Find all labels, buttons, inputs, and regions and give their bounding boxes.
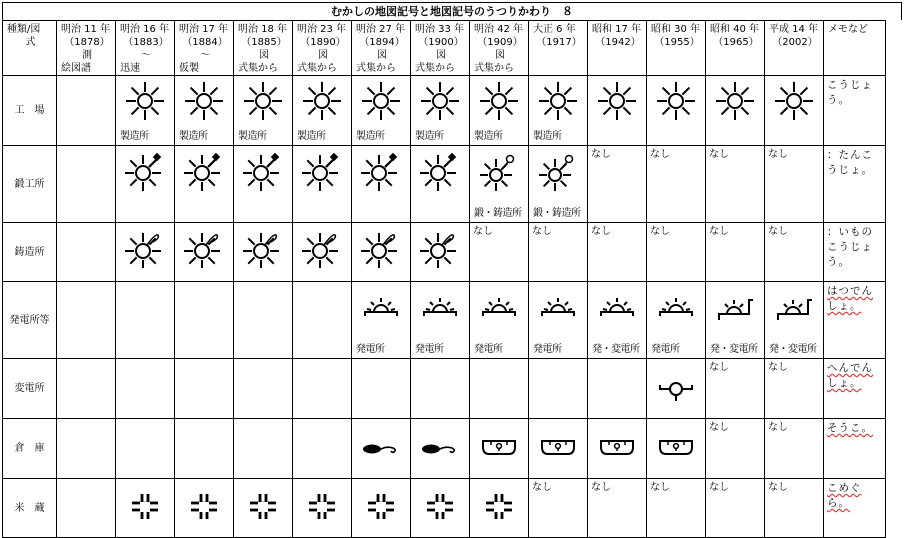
memo-text: はつでんしょ。	[827, 285, 873, 312]
column-header-line: 明治 42 年	[474, 24, 524, 35]
symbol-cell	[57, 419, 116, 479]
symbol-cell	[470, 76, 529, 146]
symbol-cell	[588, 419, 647, 479]
row-label: 米 蔵	[3, 479, 57, 538]
column-header-line: 大正 6 年	[533, 24, 576, 35]
symbol-cell	[765, 223, 824, 282]
power-new-map-symbol-icon	[715, 290, 755, 330]
factory-map-symbol-icon	[597, 81, 637, 121]
power-new-map-symbol-icon	[774, 290, 814, 330]
column-header	[116, 21, 175, 76]
symbol-caption: 発電所	[474, 344, 503, 355]
symbol-cell	[234, 419, 293, 479]
none-label: なし	[650, 482, 670, 493]
symbol-cell	[529, 223, 588, 282]
symbol-caption: 発・変電所	[769, 344, 817, 355]
column-header	[234, 21, 293, 76]
column-header	[3, 21, 57, 76]
substation-map-symbol-icon	[656, 367, 696, 407]
symbol-cell	[529, 76, 588, 146]
symbol-row	[3, 419, 886, 479]
factory-map-symbol-icon	[361, 81, 401, 121]
symbol-cell	[352, 223, 411, 282]
symbol-cell	[293, 146, 352, 223]
warehouse-map-symbol-icon	[538, 427, 578, 467]
symbol-cell	[57, 146, 116, 223]
symbol-cell	[57, 223, 116, 282]
symbol-cell	[293, 479, 352, 538]
symbol-cell	[588, 479, 647, 538]
symbol-caption: 鍛・鋳造所	[533, 208, 581, 219]
symbol-cell	[647, 359, 706, 419]
symbol-row	[3, 223, 886, 282]
none-label: なし	[768, 422, 788, 433]
symbol-cell	[116, 419, 175, 479]
foundry-map-symbol-icon	[361, 228, 401, 268]
symbol-cell	[647, 419, 706, 479]
symbol-cell	[57, 479, 116, 538]
column-header-line: 式集から	[238, 63, 278, 74]
symbol-cell	[765, 76, 824, 146]
rice-map-symbol-icon	[479, 486, 519, 526]
column-header-line: 明治 18 年	[238, 24, 288, 35]
column-header-line: （1884）～	[182, 37, 228, 61]
column-header-line: 昭和 17 年	[592, 24, 642, 35]
column-header-line: 明治 23 年	[297, 24, 347, 35]
symbol-cell	[765, 479, 824, 538]
symbol-cell	[293, 282, 352, 359]
column-header-line: （1965）	[713, 37, 759, 48]
symbol-cell	[706, 146, 765, 223]
symbol-cell	[293, 223, 352, 282]
column-header-line: （1942）	[595, 37, 641, 48]
symbol-cell	[234, 479, 293, 538]
symbol-cell	[588, 359, 647, 419]
column-header	[470, 21, 529, 76]
symbol-cell	[411, 419, 470, 479]
foundry-map-symbol-icon	[243, 228, 283, 268]
symbol-cell	[411, 359, 470, 419]
none-label: なし	[768, 482, 788, 493]
symbol-caption: 製造所	[179, 131, 208, 142]
warehouse-map-symbol-icon	[597, 427, 637, 467]
factory-map-symbol-icon	[774, 81, 814, 121]
none-label: なし	[591, 226, 611, 237]
symbol-cell	[706, 479, 765, 538]
symbol-cell	[57, 282, 116, 359]
symbol-cell	[175, 223, 234, 282]
symbol-caption: 発・変電所	[710, 344, 758, 355]
foundry-loop-map-symbol-icon	[479, 151, 519, 191]
column-header-line: （1955）	[654, 37, 700, 48]
column-header-line: （2002）	[772, 37, 818, 48]
symbol-row	[3, 282, 886, 359]
column-header-line: （1878）測	[64, 37, 110, 61]
column-header-line: 絵図譜	[61, 63, 91, 74]
symbol-cell	[647, 223, 706, 282]
column-header	[352, 21, 411, 76]
memo-text: へんでんしょ。	[827, 362, 873, 389]
symbol-cell	[529, 146, 588, 223]
warehouse-map-symbol-icon	[656, 427, 696, 467]
column-header	[293, 21, 352, 76]
symbol-cell	[175, 359, 234, 419]
column-header-line: （1885）図	[241, 37, 287, 61]
symbol-caption: 製造所	[356, 131, 385, 142]
column-header	[588, 21, 647, 76]
symbol-cell	[647, 282, 706, 359]
header-row	[3, 21, 886, 76]
none-label: なし	[709, 149, 729, 160]
symbol-cell	[588, 282, 647, 359]
column-header-line: （1917）	[536, 37, 582, 48]
column-header-line: （1909）図	[477, 37, 523, 61]
symbol-cell	[588, 76, 647, 146]
factory-map-symbol-icon	[538, 81, 578, 121]
forge-map-symbol-icon	[361, 151, 401, 191]
row-label: 鋳造所	[3, 223, 57, 282]
column-header-line: 明治 27 年	[356, 24, 406, 35]
factory-map-symbol-icon	[125, 81, 165, 121]
column-header	[647, 21, 706, 76]
symbol-row	[3, 146, 886, 223]
rice-map-symbol-icon	[243, 486, 283, 526]
memo-text: そうこ。	[827, 422, 873, 434]
row-label: 鍛工所	[3, 146, 57, 223]
symbol-cell	[588, 146, 647, 223]
none-label: なし	[473, 226, 493, 237]
symbol-cell	[57, 359, 116, 419]
symbol-caption: 発電所	[651, 344, 680, 355]
column-header-line: 平成 14 年	[769, 24, 819, 35]
column-header-line: 明治 17 年	[179, 24, 229, 35]
symbol-caption: 製造所	[415, 131, 444, 142]
forge-map-symbol-icon	[420, 151, 460, 191]
forge-map-symbol-icon	[243, 151, 283, 191]
symbol-cell	[57, 76, 116, 146]
column-header-line: 明治 33 年	[415, 24, 465, 35]
none-label: なし	[591, 482, 611, 493]
symbol-cell	[116, 76, 175, 146]
symbol-cell	[765, 282, 824, 359]
symbol-row	[3, 76, 886, 146]
symbol-cell	[116, 479, 175, 538]
row-label: 変電所	[3, 359, 57, 419]
rice-map-symbol-icon	[302, 486, 342, 526]
rice-map-symbol-icon	[184, 486, 224, 526]
none-label: なし	[709, 422, 729, 433]
memo-cell	[824, 359, 886, 419]
memo-text: こうじょう。	[827, 79, 873, 106]
column-header-line: メモなど	[828, 24, 868, 35]
column-header-line: （1894）図	[359, 37, 405, 61]
symbol-caption: 発・変電所	[592, 344, 640, 355]
column-header	[765, 21, 824, 76]
symbol-cell	[116, 146, 175, 223]
column-header-line: 式集から	[474, 63, 514, 74]
symbol-caption: 製造所	[238, 131, 267, 142]
foundry-loop-map-symbol-icon	[538, 151, 578, 191]
none-label: なし	[532, 226, 552, 237]
none-label: なし	[768, 226, 788, 237]
memo-cell	[824, 146, 886, 223]
forge-map-symbol-icon	[184, 151, 224, 191]
symbol-cell	[411, 282, 470, 359]
power-map-symbol-icon	[597, 290, 637, 330]
column-header-line: 仮製	[179, 63, 199, 74]
factory-map-symbol-icon	[420, 81, 460, 121]
warehouse-map-symbol-icon	[479, 427, 519, 467]
symbol-cell	[647, 76, 706, 146]
none-label: なし	[768, 362, 788, 373]
row-label: 倉 庫	[3, 419, 57, 479]
column-header-line: （1900）図	[418, 37, 464, 61]
symbol-caption: 発電所	[356, 344, 385, 355]
symbol-cell	[116, 359, 175, 419]
symbol-cell	[234, 359, 293, 419]
column-header	[824, 21, 886, 76]
symbol-cell	[175, 479, 234, 538]
power-map-symbol-icon	[420, 290, 460, 330]
column-header-line: 式集から	[415, 63, 455, 74]
symbol-cell	[470, 223, 529, 282]
symbol-cell	[529, 282, 588, 359]
memo-cell	[824, 76, 886, 146]
memo-cell	[824, 479, 886, 538]
memo-text: ：いものこうじょう。	[827, 226, 873, 268]
symbol-cell	[411, 146, 470, 223]
symbol-cell	[234, 223, 293, 282]
document-title: むかしの地図記号と地図記号のうつりかわり ８	[2, 2, 902, 20]
symbol-caption: 製造所	[120, 131, 149, 142]
symbol-row	[3, 479, 886, 538]
symbol-cell	[647, 146, 706, 223]
memo-text: ：たんこうじょ。	[827, 149, 873, 176]
symbol-cell	[352, 359, 411, 419]
column-header-line: 式	[25, 37, 36, 48]
rice-map-symbol-icon	[361, 486, 401, 526]
warehouse-old-map-symbol-icon	[420, 427, 460, 467]
symbol-cell	[470, 419, 529, 479]
foundry-map-symbol-icon	[184, 228, 224, 268]
symbol-cell	[116, 282, 175, 359]
column-header-line: （1883）～	[123, 37, 169, 61]
symbol-cell	[647, 479, 706, 538]
column-header-line: 種類/図	[7, 24, 41, 35]
none-label: なし	[650, 226, 670, 237]
symbol-cell	[352, 282, 411, 359]
power-map-symbol-icon	[479, 290, 519, 330]
symbol-cell	[765, 419, 824, 479]
memo-text: こめぐら。	[827, 482, 862, 509]
symbol-cell	[175, 146, 234, 223]
symbol-cell	[175, 419, 234, 479]
symbol-cell	[706, 419, 765, 479]
symbol-caption: 鍛・鋳造所	[474, 208, 522, 219]
column-header	[411, 21, 470, 76]
column-header-line: （1890）図	[300, 37, 346, 61]
column-header	[706, 21, 765, 76]
symbol-cell	[411, 223, 470, 282]
symbol-cell	[470, 479, 529, 538]
symbol-cell	[706, 76, 765, 146]
symbol-caption: 発電所	[415, 344, 444, 355]
memo-cell	[824, 223, 886, 282]
column-header-line: 式集から	[356, 63, 396, 74]
none-label: なし	[709, 362, 729, 373]
column-header	[57, 21, 116, 76]
column-header-line: 迅速	[120, 63, 140, 74]
forge-map-symbol-icon	[125, 151, 165, 191]
power-map-symbol-icon	[538, 290, 578, 330]
warehouse-old-map-symbol-icon	[361, 427, 401, 467]
none-label: なし	[591, 149, 611, 160]
column-header	[175, 21, 234, 76]
symbol-caption: 製造所	[533, 131, 562, 142]
symbol-cell	[706, 282, 765, 359]
symbol-cell	[470, 146, 529, 223]
foundry-map-symbol-icon	[420, 228, 460, 268]
symbol-cell	[352, 419, 411, 479]
factory-map-symbol-icon	[715, 81, 755, 121]
factory-map-symbol-icon	[184, 81, 224, 121]
symbol-cell	[470, 282, 529, 359]
symbol-cell	[293, 76, 352, 146]
column-header-line: 式集から	[297, 63, 337, 74]
symbol-cell	[175, 282, 234, 359]
symbol-cell	[529, 419, 588, 479]
column-header-line: 明治 11 年	[61, 24, 111, 35]
symbol-caption: 製造所	[474, 131, 503, 142]
symbol-cell	[234, 76, 293, 146]
symbol-cell	[706, 359, 765, 419]
symbol-cell	[234, 146, 293, 223]
symbol-cell	[411, 76, 470, 146]
symbol-cell	[588, 223, 647, 282]
row-label: 発電所等	[3, 282, 57, 359]
column-header-line: 明治 16 年	[120, 24, 170, 35]
map-symbol-table	[2, 20, 886, 538]
memo-cell	[824, 419, 886, 479]
factory-map-symbol-icon	[656, 81, 696, 121]
foundry-map-symbol-icon	[125, 228, 165, 268]
symbol-cell	[529, 359, 588, 419]
symbol-cell	[234, 282, 293, 359]
none-label: なし	[709, 482, 729, 493]
symbol-caption: 製造所	[297, 131, 326, 142]
symbol-cell	[470, 359, 529, 419]
none-label: なし	[532, 482, 552, 493]
symbol-cell	[529, 479, 588, 538]
factory-map-symbol-icon	[302, 81, 342, 121]
symbol-cell	[765, 359, 824, 419]
symbol-row	[3, 359, 886, 419]
symbol-cell	[706, 223, 765, 282]
memo-cell	[824, 282, 886, 359]
symbol-cell	[352, 479, 411, 538]
none-label: なし	[709, 226, 729, 237]
symbol-cell	[352, 146, 411, 223]
factory-map-symbol-icon	[479, 81, 519, 121]
factory-map-symbol-icon	[243, 81, 283, 121]
none-label: なし	[768, 149, 788, 160]
symbol-cell	[765, 146, 824, 223]
symbol-cell	[116, 223, 175, 282]
rice-map-symbol-icon	[125, 486, 165, 526]
symbol-cell	[293, 359, 352, 419]
none-label: なし	[650, 149, 670, 160]
column-header-line: 昭和 30 年	[651, 24, 701, 35]
symbol-cell	[411, 479, 470, 538]
forge-map-symbol-icon	[302, 151, 342, 191]
symbol-cell	[175, 76, 234, 146]
symbol-cell	[293, 419, 352, 479]
row-label: 工 場	[3, 76, 57, 146]
column-header-line: 昭和 40 年	[710, 24, 760, 35]
symbol-cell	[352, 76, 411, 146]
rice-map-symbol-icon	[420, 486, 460, 526]
power-map-symbol-icon	[656, 290, 696, 330]
power-map-symbol-icon	[361, 290, 401, 330]
symbol-caption: 発電所	[533, 344, 562, 355]
foundry-map-symbol-icon	[302, 228, 342, 268]
column-header	[529, 21, 588, 76]
